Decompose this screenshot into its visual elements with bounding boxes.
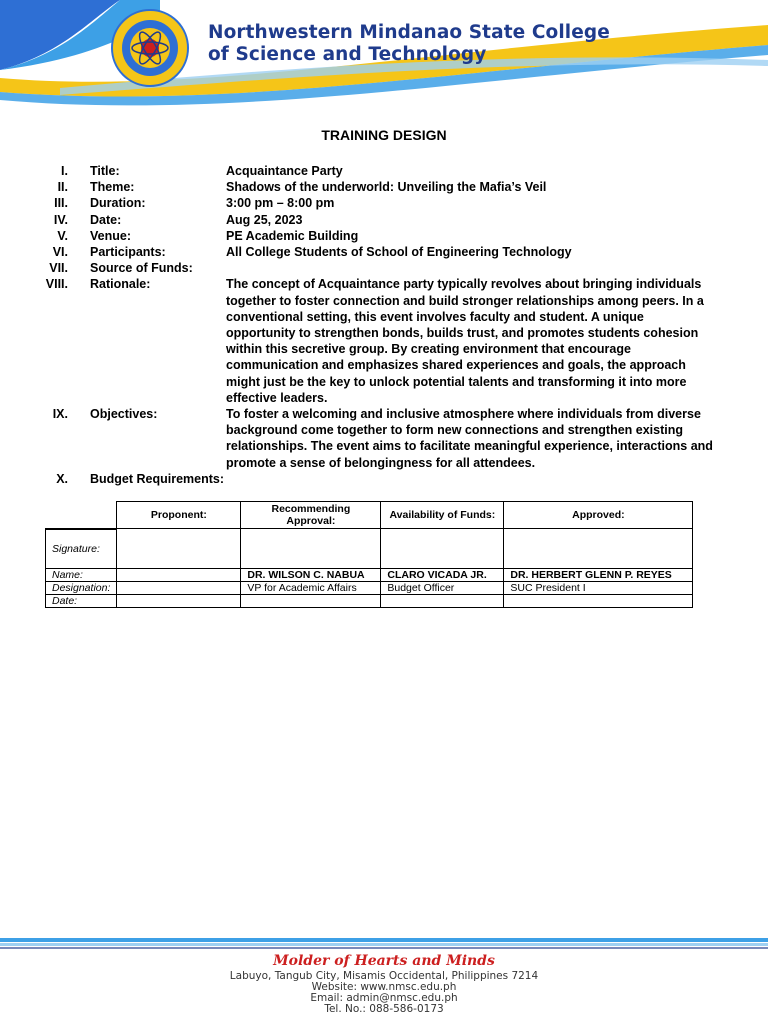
- college-slogan: Molder of Hearts and Minds: [273, 953, 495, 969]
- item-source-of-funds: VII. Source of Funds:: [49, 261, 193, 276]
- row-label-signature: Signature:: [46, 529, 117, 569]
- phone-text: Tel. No.: 088-586-0173: [324, 1003, 444, 1015]
- designation-cell-proponent: [117, 581, 241, 594]
- item-title: I. Title: Acquaintance Party: [61, 164, 343, 178]
- table-row-name: [46, 568, 693, 581]
- name-cell-recommending: DR. WILSON C. NABUA: [241, 568, 381, 581]
- item-budget-requirements: X. Budget Requirements:: [56, 471, 225, 486]
- header-approved: Approved:: [504, 502, 693, 529]
- date-cell-proponent[interactable]: [117, 594, 241, 607]
- date-cell-approved[interactable]: [504, 594, 693, 607]
- designation-cell-recommending: VP for Academic Affairs: [241, 581, 381, 594]
- footer-stripes: [0, 935, 768, 951]
- signature-cell-proponent[interactable]: [117, 529, 241, 569]
- table-row-designation: [46, 581, 693, 594]
- college-name-line1: Northwestern Mindanao State College: [208, 22, 610, 43]
- item-duration: III. Duration: 3:00 pm – 8:00 pm: [54, 196, 335, 211]
- item-participants: VI. Participants: All College Students of School of Engineering Technology: [52, 245, 572, 260]
- row-label-date: Date:: [46, 594, 117, 607]
- table-header-row: [46, 502, 693, 529]
- header-availability-of-funds: Availability of Funds:: [381, 502, 504, 529]
- college-name: [208, 22, 610, 66]
- item-venue: V. Venue: PE Academic Building: [57, 228, 359, 243]
- signature-cell-funds[interactable]: [381, 529, 504, 569]
- header-proponent: Proponent:: [117, 502, 241, 529]
- letterhead-header: [0, 0, 768, 110]
- document-title: TRAINING DESIGN: [321, 127, 447, 143]
- name-cell-approved: DR. HERBERT GLENN P. REYES: [504, 568, 693, 581]
- date-cell-recommending[interactable]: [241, 594, 381, 607]
- item-objectives: IX. Objectives: To foster a welcoming and inclusive atmosphere where individuals from diverse background come together to form new connections and strengthen existing relationships. The event aims to facilitate meaningful experience, interactions and promote a sense of belongingness for all attendees.: [52, 407, 713, 470]
- college-name-line2: of Science and Technology: [208, 44, 487, 65]
- letterhead-footer: [0, 935, 768, 1024]
- row-label-name: Name:: [46, 568, 117, 581]
- email-text: Email: admin@nmsc.edu.ph: [310, 992, 458, 1004]
- signature-cell-recommending[interactable]: [241, 529, 381, 569]
- item-rationale: VIII. Rationale: The concept of Acquaintance party typically revolves about bringing individuals together to foster connection and build stronger relationships among peers. In a conventional setting, this event involves faculty and student. A unique opportunity to strengthen bonds, builds trust, and promotes students cohesion within this secretive group. By creating environment that encourage communication and emphasizes shared experiences and goals, the approach might just be the key to unlock potential talents and transforming it into more effective leaders.: [45, 277, 704, 405]
- website-text: Website: www.nmsc.edu.ph: [311, 981, 457, 993]
- designation-cell-funds: Budget Officer: [381, 581, 504, 594]
- contact-info: [0, 971, 768, 1015]
- signature-table: [45, 501, 693, 608]
- date-cell-funds[interactable]: [381, 594, 504, 607]
- training-design-items: [40, 163, 730, 487]
- table-row-date: [46, 594, 693, 607]
- designation-cell-approved: SUC President I: [504, 581, 693, 594]
- address-text: Labuyo, Tangub City, Misamis Occidental, Philippines 7214: [229, 970, 539, 982]
- row-label-designation: Designation:: [46, 581, 117, 594]
- item-date: IV. Date: Aug 25, 2023: [53, 212, 303, 227]
- college-seal-icon: [110, 8, 190, 88]
- name-cell-proponent: [117, 568, 241, 581]
- table-row-signature: [46, 529, 693, 569]
- header-recommending-approval: Recommending Approval:: [241, 502, 381, 529]
- item-theme: II. Theme: Shadows of the underworld: Unveiling the Mafia’s Veil: [57, 180, 547, 195]
- name-cell-funds: CLARO VICADA JR.: [381, 568, 504, 581]
- signature-cell-approved[interactable]: [504, 529, 693, 569]
